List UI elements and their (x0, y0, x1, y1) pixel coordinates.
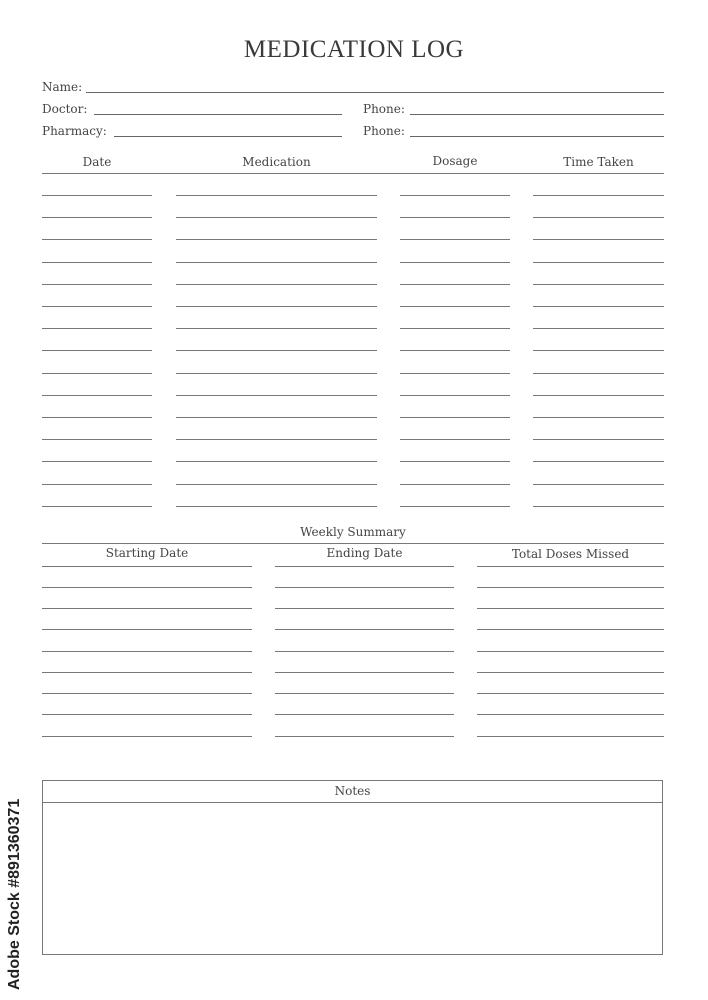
log-entry-line-date[interactable] (42, 506, 152, 507)
log-entry-line-time-taken[interactable] (533, 239, 664, 240)
doctor-phone-field[interactable] (410, 114, 664, 115)
log-entry-line-time-taken[interactable] (533, 395, 664, 396)
log-entry-line-date[interactable] (42, 461, 152, 462)
log-entry-line-dosage[interactable] (400, 328, 510, 329)
summary-entry-line-starting-date[interactable] (42, 587, 252, 588)
log-entry-line-date[interactable] (42, 439, 152, 440)
log-entry-line-time-taken[interactable] (533, 506, 664, 507)
log-entry-line-medication[interactable] (176, 239, 377, 240)
notes-box[interactable] (42, 780, 663, 955)
log-entry-line-date[interactable] (42, 395, 152, 396)
summary-entry-line-ending-date[interactable] (275, 629, 454, 630)
summary-entry-line-starting-date[interactable] (42, 693, 252, 694)
summary-entry-line-starting-date[interactable] (42, 736, 252, 737)
log-entry-line-time-taken[interactable] (533, 350, 664, 351)
log-entry-line-time-taken[interactable] (533, 217, 664, 218)
summary-entry-line-ending-date[interactable] (275, 672, 454, 673)
name-label: Name: (42, 80, 83, 94)
log-entry-line-dosage[interactable] (400, 439, 510, 440)
pharmacy-phone-label: Phone: (363, 124, 405, 138)
stock-image-id: #891360371 (6, 798, 23, 888)
summary-entry-line-total-doses-missed[interactable] (477, 651, 664, 652)
log-entry-line-medication[interactable] (176, 284, 377, 285)
log-entry-line-time-taken[interactable] (533, 262, 664, 263)
summary-entry-line-total-doses-missed[interactable] (477, 608, 664, 609)
log-entry-line-dosage[interactable] (400, 417, 510, 418)
log-entry-line-dosage[interactable] (400, 239, 510, 240)
summary-entry-line-starting-date[interactable] (42, 651, 252, 652)
log-entry-line-date[interactable] (42, 484, 152, 485)
log-entry-line-date[interactable] (42, 262, 152, 263)
weekly-summary-title: Weekly Summary (300, 525, 406, 539)
notes-title: Notes (43, 781, 662, 803)
summary-entry-line-total-doses-missed[interactable] (477, 736, 664, 737)
log-entry-line-medication[interactable] (176, 328, 377, 329)
log-entry-line-time-taken[interactable] (533, 373, 664, 374)
weekly-summary-rule (42, 543, 664, 544)
summary-entry-line-starting-date[interactable] (42, 672, 252, 673)
log-entry-line-medication[interactable] (176, 306, 377, 307)
column-header-starting-date: Starting Date (105, 546, 189, 560)
log-entry-line-medication[interactable] (176, 217, 377, 218)
summary-entry-line-starting-date[interactable] (42, 566, 252, 567)
column-header-dosage: Dosage (432, 154, 478, 168)
column-header-date: Date (82, 155, 112, 169)
summary-entry-line-total-doses-missed[interactable] (477, 566, 664, 567)
column-header-ending-date: Ending Date (326, 546, 403, 560)
log-entry-line-dosage[interactable] (400, 284, 510, 285)
summary-entry-line-ending-date[interactable] (275, 714, 454, 715)
log-entry-line-dosage[interactable] (400, 373, 510, 374)
log-entry-line-time-taken[interactable] (533, 306, 664, 307)
pharmacy-phone-field[interactable] (410, 136, 664, 137)
summary-entry-line-ending-date[interactable] (275, 587, 454, 588)
log-entry-line-time-taken[interactable] (533, 461, 664, 462)
summary-entry-line-total-doses-missed[interactable] (477, 714, 664, 715)
log-entry-line-dosage[interactable] (400, 395, 510, 396)
log-entry-line-time-taken[interactable] (533, 439, 664, 440)
column-header-time-taken: Time Taken (563, 155, 634, 169)
log-entry-line-time-taken[interactable] (533, 484, 664, 485)
log-entry-line-time-taken[interactable] (533, 417, 664, 418)
pharmacy-field[interactable] (114, 136, 342, 137)
log-entry-line-dosage[interactable] (400, 350, 510, 351)
summary-entry-line-total-doses-missed[interactable] (477, 629, 664, 630)
log-entry-line-medication[interactable] (176, 461, 377, 462)
log-entry-line-dosage[interactable] (400, 195, 510, 196)
log-entry-line-date[interactable] (42, 417, 152, 418)
log-entry-line-medication[interactable] (176, 439, 377, 440)
log-entry-line-dosage[interactable] (400, 506, 510, 507)
summary-entry-line-total-doses-missed[interactable] (477, 587, 664, 588)
log-entry-line-time-taken[interactable] (533, 284, 664, 285)
summary-entry-line-ending-date[interactable] (275, 608, 454, 609)
log-entry-line-dosage[interactable] (400, 217, 510, 218)
log-entry-line-time-taken[interactable] (533, 328, 664, 329)
log-entry-line-time-taken[interactable] (533, 195, 664, 196)
log-entry-line-date[interactable] (42, 328, 152, 329)
log-entry-line-dosage[interactable] (400, 484, 510, 485)
summary-entry-line-starting-date[interactable] (42, 714, 252, 715)
column-header-medication: Medication (242, 155, 311, 169)
log-entry-line-dosage[interactable] (400, 306, 510, 307)
doctor-field[interactable] (94, 114, 342, 115)
summary-entry-line-ending-date[interactable] (275, 693, 454, 694)
summary-entry-line-ending-date[interactable] (275, 566, 454, 567)
log-entry-line-date[interactable] (42, 284, 152, 285)
page-title: MEDICATION LOG (243, 36, 465, 63)
stock-watermark (6, 799, 24, 990)
pharmacy-label: Pharmacy: (42, 124, 107, 138)
doctor-phone-label: Phone: (363, 102, 405, 116)
log-entry-line-medication[interactable] (176, 195, 377, 196)
summary-entry-line-total-doses-missed[interactable] (477, 672, 664, 673)
log-entry-line-dosage[interactable] (400, 262, 510, 263)
stock-brand-logo: Adobe Stock (6, 892, 23, 990)
doctor-label: Doctor: (42, 102, 88, 116)
summary-entry-line-ending-date[interactable] (275, 736, 454, 737)
log-entry-line-medication[interactable] (176, 484, 377, 485)
log-entry-line-medication[interactable] (176, 417, 377, 418)
log-entry-line-dosage[interactable] (400, 461, 510, 462)
summary-entry-line-total-doses-missed[interactable] (477, 693, 664, 694)
log-entry-line-date[interactable] (42, 306, 152, 307)
log-entry-line-date[interactable] (42, 373, 152, 374)
log-entry-line-medication[interactable] (176, 373, 377, 374)
column-header-total-doses-missed: Total Doses Missed (511, 547, 630, 561)
log-entry-line-date[interactable] (42, 195, 152, 196)
name-field[interactable] (86, 92, 664, 93)
log-entry-line-date[interactable] (42, 217, 152, 218)
log-entry-line-medication[interactable] (176, 262, 377, 263)
summary-entry-line-ending-date[interactable] (275, 651, 454, 652)
log-table-header-rule (42, 173, 664, 174)
log-entry-line-date[interactable] (42, 239, 152, 240)
summary-entry-line-starting-date[interactable] (42, 629, 252, 630)
summary-entry-line-starting-date[interactable] (42, 608, 252, 609)
log-entry-line-date[interactable] (42, 350, 152, 351)
log-entry-line-medication[interactable] (176, 350, 377, 351)
log-entry-line-medication[interactable] (176, 506, 377, 507)
log-entry-line-medication[interactable] (176, 395, 377, 396)
